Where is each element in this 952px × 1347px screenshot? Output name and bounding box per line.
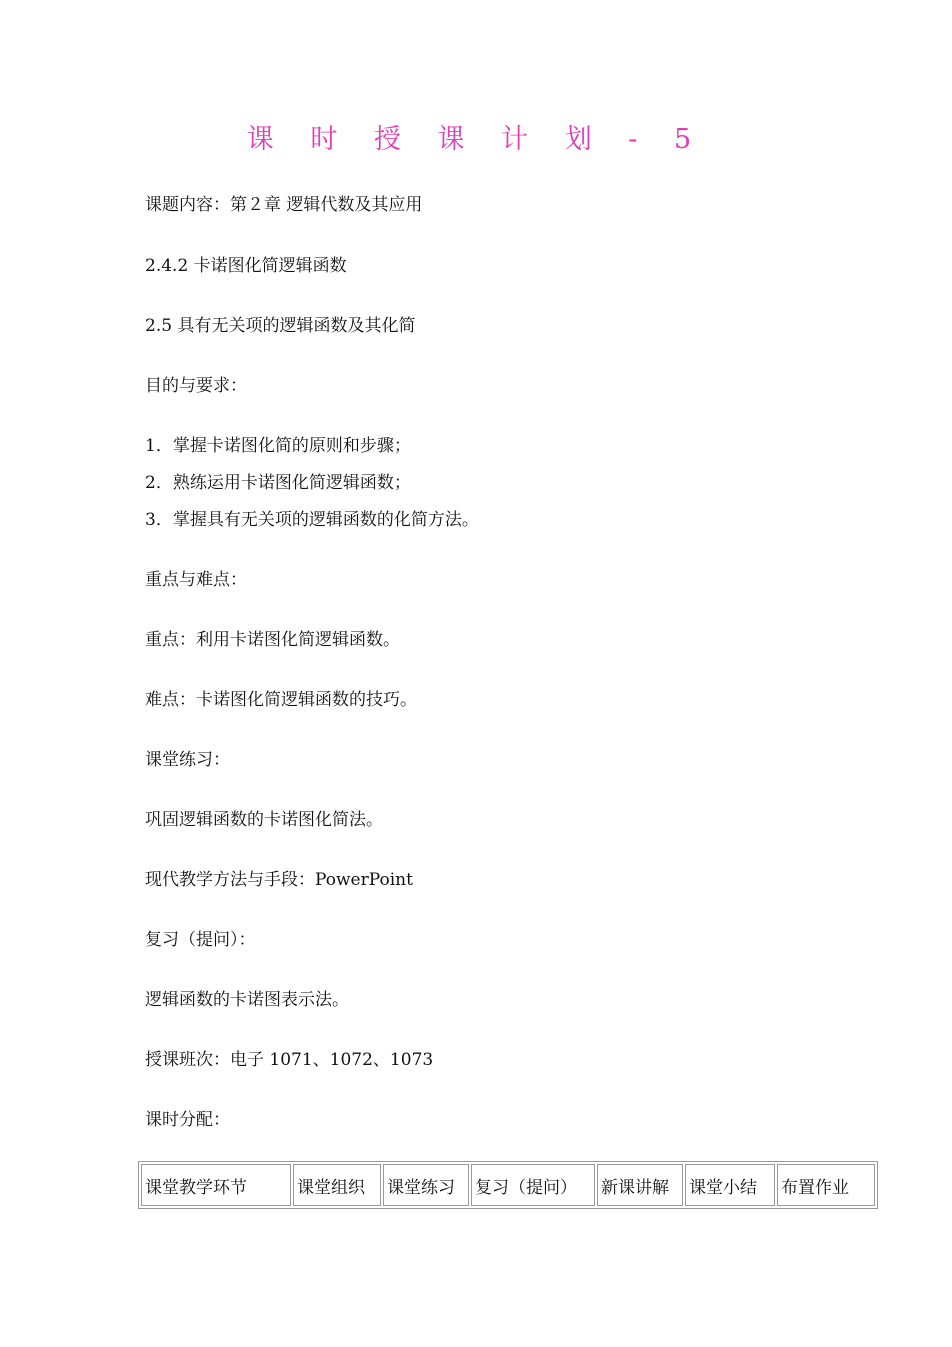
topic-line: 课题内容：第２章 逻辑代数及其应用: [145, 195, 423, 215]
table-cell: 课堂教学环节: [141, 1164, 291, 1206]
exercise-line: 巩固逻辑函数的卡诺图化简法。: [145, 810, 383, 830]
table-row: [141, 1164, 875, 1206]
classes-line: 授课班次：电子 1071、1072、1073: [145, 1050, 434, 1070]
section-2-4-2-line: 2.4.2 卡诺图化简逻辑函数: [145, 256, 347, 276]
objectives-heading: 目的与要求：: [145, 376, 247, 396]
table-cell: 新课讲解: [597, 1164, 683, 1206]
key-points-heading: 重点与难点：: [145, 570, 247, 590]
table-cell: 布置作业: [777, 1164, 875, 1206]
review-line: 逻辑函数的卡诺图表示法。: [145, 990, 349, 1010]
time-allocation-heading: 课时分配：: [145, 1110, 230, 1130]
table-cell: 复习（提问）: [471, 1164, 595, 1206]
section-2-5-line: 2.5 具有无关项的逻辑函数及其化简: [145, 316, 416, 336]
review-heading: 复习（提问）：: [145, 930, 256, 950]
objective-item-1: 1．掌握卡诺图化简的原则和步骤；: [145, 436, 411, 456]
difficult-point-line: 难点：卡诺图化简逻辑函数的技巧。: [145, 690, 417, 710]
table-cell: 课堂练习: [383, 1164, 469, 1206]
exercise-heading: 课堂练习：: [145, 750, 230, 770]
objective-item-2: 2．熟练运用卡诺图化简逻辑函数；: [145, 473, 411, 493]
document-title: 课 时 授 课 计 划 - 5: [246, 124, 706, 155]
key-point-line: 重点：利用卡诺图化简逻辑函数。: [145, 630, 400, 650]
time-allocation-table: [138, 1161, 878, 1209]
objective-item-3: 3．掌握具有无关项的逻辑函数的化简方法。: [145, 510, 479, 530]
teaching-methods-line: 现代教学方法与手段：PowerPoint: [145, 870, 413, 890]
table-cell: 课堂组织: [293, 1164, 381, 1206]
table-cell: 课堂小结: [685, 1164, 775, 1206]
